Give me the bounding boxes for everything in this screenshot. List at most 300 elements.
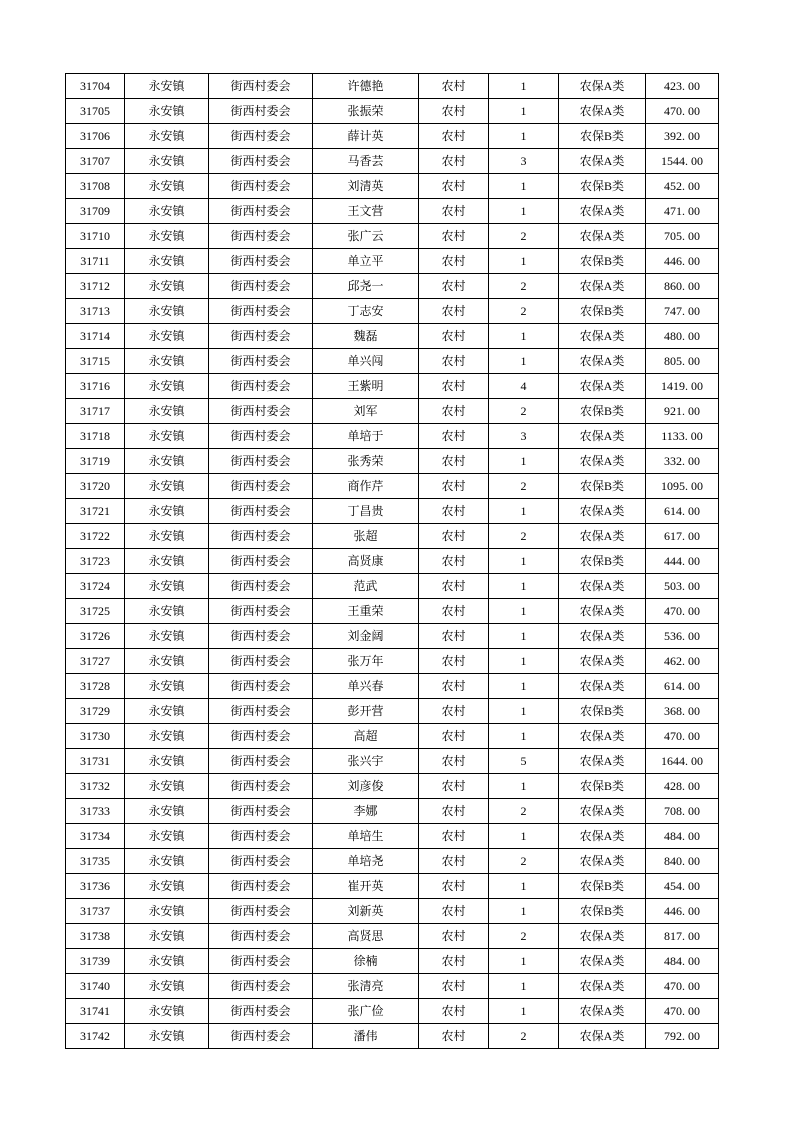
table-row <box>66 274 719 299</box>
table-row <box>66 199 719 224</box>
cell-village-committee: 街西村委会 <box>209 324 313 349</box>
cell-town: 永安镇 <box>125 999 209 1024</box>
cell-insurance-category: 农保B类 <box>559 699 646 724</box>
cell-residence-type: 农村 <box>419 549 489 574</box>
cell-village-committee: 街西村委会 <box>209 249 313 274</box>
cell-insurance-category: 农保A类 <box>559 424 646 449</box>
cell-residence-type: 农村 <box>419 749 489 774</box>
cell-town: 永安镇 <box>125 874 209 899</box>
table-row <box>66 399 719 424</box>
cell-insurance-category: 农保A类 <box>559 624 646 649</box>
cell-amount: 617. 00 <box>646 524 719 549</box>
cell-record-id: 31741 <box>66 999 125 1024</box>
table-row <box>66 824 719 849</box>
cell-record-id: 31720 <box>66 474 125 499</box>
cell-insurance-category: 农保A类 <box>559 924 646 949</box>
cell-person-name: 刘新英 <box>313 899 419 924</box>
cell-village-committee: 街西村委会 <box>209 399 313 424</box>
cell-person-count: 1 <box>489 449 559 474</box>
cell-insurance-category: 农保B类 <box>559 174 646 199</box>
cell-town: 永安镇 <box>125 824 209 849</box>
cell-insurance-category: 农保A类 <box>559 74 646 99</box>
cell-town: 永安镇 <box>125 649 209 674</box>
cell-insurance-category: 农保A类 <box>559 849 646 874</box>
cell-person-count: 1 <box>489 674 559 699</box>
cell-residence-type: 农村 <box>419 649 489 674</box>
table-row <box>66 124 719 149</box>
cell-town: 永安镇 <box>125 474 209 499</box>
cell-village-committee: 街西村委会 <box>209 424 313 449</box>
cell-amount: 423. 00 <box>646 74 719 99</box>
cell-record-id: 31709 <box>66 199 125 224</box>
cell-village-committee: 街西村委会 <box>209 99 313 124</box>
cell-village-committee: 街西村委会 <box>209 149 313 174</box>
cell-person-name: 刘清英 <box>313 174 419 199</box>
cell-insurance-category: 农保A类 <box>559 649 646 674</box>
cell-residence-type: 农村 <box>419 774 489 799</box>
cell-person-name: 张清亮 <box>313 974 419 999</box>
cell-record-id: 31735 <box>66 849 125 874</box>
cell-person-count: 1 <box>489 999 559 1024</box>
cell-village-committee: 街西村委会 <box>209 374 313 399</box>
cell-residence-type: 农村 <box>419 949 489 974</box>
cell-village-committee: 街西村委会 <box>209 274 313 299</box>
cell-amount: 446. 00 <box>646 899 719 924</box>
cell-amount: 817. 00 <box>646 924 719 949</box>
cell-person-name: 丁昌贵 <box>313 499 419 524</box>
cell-residence-type: 农村 <box>419 249 489 274</box>
cell-village-committee: 街西村委会 <box>209 749 313 774</box>
cell-town: 永安镇 <box>125 924 209 949</box>
cell-person-name: 单培于 <box>313 424 419 449</box>
cell-town: 永安镇 <box>125 724 209 749</box>
cell-village-committee: 街西村委会 <box>209 549 313 574</box>
cell-amount: 452. 00 <box>646 174 719 199</box>
cell-town: 永安镇 <box>125 749 209 774</box>
cell-insurance-category: 农保B类 <box>559 124 646 149</box>
cell-village-committee: 街西村委会 <box>209 799 313 824</box>
table-row <box>66 774 719 799</box>
cell-record-id: 31734 <box>66 824 125 849</box>
cell-residence-type: 农村 <box>419 324 489 349</box>
cell-amount: 921. 00 <box>646 399 719 424</box>
cell-record-id: 31727 <box>66 649 125 674</box>
cell-person-name: 高贤康 <box>313 549 419 574</box>
cell-record-id: 31726 <box>66 624 125 649</box>
cell-town: 永安镇 <box>125 899 209 924</box>
cell-insurance-category: 农保A类 <box>559 149 646 174</box>
cell-insurance-category: 农保B类 <box>559 249 646 274</box>
table-row <box>66 149 719 174</box>
cell-amount: 392. 00 <box>646 124 719 149</box>
cell-person-name: 马香芸 <box>313 149 419 174</box>
table-row <box>66 224 719 249</box>
cell-person-count: 2 <box>489 399 559 424</box>
cell-residence-type: 农村 <box>419 674 489 699</box>
cell-person-name: 张广俭 <box>313 999 419 1024</box>
cell-residence-type: 农村 <box>419 349 489 374</box>
cell-person-name: 丁志安 <box>313 299 419 324</box>
cell-insurance-category: 农保A类 <box>559 524 646 549</box>
cell-record-id: 31723 <box>66 549 125 574</box>
cell-record-id: 31721 <box>66 499 125 524</box>
cell-person-name: 王紫明 <box>313 374 419 399</box>
records-table <box>65 73 719 1049</box>
cell-town: 永安镇 <box>125 699 209 724</box>
table-row <box>66 899 719 924</box>
cell-person-name: 高超 <box>313 724 419 749</box>
table-row <box>66 174 719 199</box>
cell-insurance-category: 农保A类 <box>559 974 646 999</box>
cell-record-id: 31718 <box>66 424 125 449</box>
cell-record-id: 31730 <box>66 724 125 749</box>
cell-person-count: 2 <box>489 224 559 249</box>
cell-insurance-category: 农保A类 <box>559 674 646 699</box>
table-row <box>66 599 719 624</box>
cell-residence-type: 农村 <box>419 449 489 474</box>
cell-residence-type: 农村 <box>419 274 489 299</box>
cell-town: 永安镇 <box>125 199 209 224</box>
cell-village-committee: 街西村委会 <box>209 924 313 949</box>
cell-person-count: 1 <box>489 324 559 349</box>
table-row <box>66 974 719 999</box>
cell-town: 永安镇 <box>125 374 209 399</box>
cell-village-committee: 街西村委会 <box>209 824 313 849</box>
cell-residence-type: 农村 <box>419 974 489 999</box>
cell-town: 永安镇 <box>125 524 209 549</box>
cell-amount: 1544. 00 <box>646 149 719 174</box>
cell-village-committee: 街西村委会 <box>209 674 313 699</box>
cell-person-name: 商作芹 <box>313 474 419 499</box>
table-row <box>66 99 719 124</box>
cell-record-id: 31715 <box>66 349 125 374</box>
cell-village-committee: 街西村委会 <box>209 999 313 1024</box>
table-row <box>66 474 719 499</box>
cell-amount: 1095. 00 <box>646 474 719 499</box>
cell-town: 永安镇 <box>125 224 209 249</box>
cell-insurance-category: 农保A类 <box>559 574 646 599</box>
cell-village-committee: 街西村委会 <box>209 449 313 474</box>
table-row <box>66 74 719 99</box>
cell-record-id: 31714 <box>66 324 125 349</box>
cell-amount: 444. 00 <box>646 549 719 574</box>
cell-amount: 446. 00 <box>646 249 719 274</box>
cell-village-committee: 街西村委会 <box>209 849 313 874</box>
cell-person-name: 刘金阔 <box>313 624 419 649</box>
cell-person-name: 崔开英 <box>313 874 419 899</box>
cell-amount: 484. 00 <box>646 949 719 974</box>
cell-town: 永安镇 <box>125 274 209 299</box>
cell-person-count: 1 <box>489 249 559 274</box>
cell-amount: 462. 00 <box>646 649 719 674</box>
cell-record-id: 31705 <box>66 99 125 124</box>
table-row <box>66 874 719 899</box>
cell-person-count: 2 <box>489 474 559 499</box>
cell-village-committee: 街西村委会 <box>209 874 313 899</box>
cell-amount: 1419. 00 <box>646 374 719 399</box>
table-row <box>66 449 719 474</box>
cell-record-id: 31707 <box>66 149 125 174</box>
cell-person-count: 1 <box>489 699 559 724</box>
cell-person-count: 2 <box>489 799 559 824</box>
cell-person-count: 1 <box>489 574 559 599</box>
cell-record-id: 31738 <box>66 924 125 949</box>
cell-insurance-category: 农保A类 <box>559 599 646 624</box>
records-table-body <box>66 74 719 1049</box>
table-row <box>66 949 719 974</box>
cell-residence-type: 农村 <box>419 524 489 549</box>
cell-record-id: 31716 <box>66 374 125 399</box>
cell-town: 永安镇 <box>125 799 209 824</box>
cell-residence-type: 农村 <box>419 74 489 99</box>
cell-village-committee: 街西村委会 <box>209 624 313 649</box>
cell-amount: 470. 00 <box>646 999 719 1024</box>
cell-person-count: 1 <box>489 649 559 674</box>
table-row <box>66 249 719 274</box>
cell-person-name: 范武 <box>313 574 419 599</box>
cell-person-name: 王重荣 <box>313 599 419 624</box>
cell-village-committee: 街西村委会 <box>209 699 313 724</box>
cell-person-count: 1 <box>489 724 559 749</box>
cell-person-count: 2 <box>489 1024 559 1049</box>
cell-residence-type: 农村 <box>419 299 489 324</box>
cell-person-name: 刘彦俊 <box>313 774 419 799</box>
cell-insurance-category: 农保B类 <box>559 774 646 799</box>
cell-town: 永安镇 <box>125 424 209 449</box>
cell-town: 永安镇 <box>125 349 209 374</box>
cell-town: 永安镇 <box>125 299 209 324</box>
cell-person-count: 2 <box>489 524 559 549</box>
cell-insurance-category: 农保B类 <box>559 299 646 324</box>
cell-village-committee: 街西村委会 <box>209 474 313 499</box>
cell-person-name: 李娜 <box>313 799 419 824</box>
cell-amount: 805. 00 <box>646 349 719 374</box>
cell-insurance-category: 农保A类 <box>559 1024 646 1049</box>
cell-record-id: 31706 <box>66 124 125 149</box>
cell-amount: 747. 00 <box>646 299 719 324</box>
cell-person-name: 徐楠 <box>313 949 419 974</box>
cell-person-count: 1 <box>489 974 559 999</box>
table-row <box>66 674 719 699</box>
cell-residence-type: 农村 <box>419 599 489 624</box>
cell-amount: 368. 00 <box>646 699 719 724</box>
cell-insurance-category: 农保A类 <box>559 374 646 399</box>
cell-residence-type: 农村 <box>419 149 489 174</box>
cell-residence-type: 农村 <box>419 224 489 249</box>
cell-town: 永安镇 <box>125 849 209 874</box>
cell-village-committee: 街西村委会 <box>209 74 313 99</box>
cell-town: 永安镇 <box>125 499 209 524</box>
cell-town: 永安镇 <box>125 124 209 149</box>
cell-person-count: 1 <box>489 124 559 149</box>
cell-person-count: 1 <box>489 74 559 99</box>
cell-town: 永安镇 <box>125 674 209 699</box>
cell-person-name: 许德艳 <box>313 74 419 99</box>
cell-record-id: 31719 <box>66 449 125 474</box>
cell-residence-type: 农村 <box>419 924 489 949</box>
cell-person-name: 张万年 <box>313 649 419 674</box>
cell-insurance-category: 农保A类 <box>559 274 646 299</box>
cell-insurance-category: 农保A类 <box>559 224 646 249</box>
cell-village-committee: 街西村委会 <box>209 724 313 749</box>
cell-person-name: 张秀荣 <box>313 449 419 474</box>
cell-insurance-category: 农保A类 <box>559 824 646 849</box>
cell-record-id: 31711 <box>66 249 125 274</box>
cell-amount: 470. 00 <box>646 974 719 999</box>
cell-village-committee: 街西村委会 <box>209 574 313 599</box>
cell-insurance-category: 农保A类 <box>559 324 646 349</box>
cell-village-committee: 街西村委会 <box>209 174 313 199</box>
cell-village-committee: 街西村委会 <box>209 349 313 374</box>
cell-amount: 792. 00 <box>646 1024 719 1049</box>
cell-person-count: 1 <box>489 874 559 899</box>
cell-residence-type: 农村 <box>419 174 489 199</box>
cell-insurance-category: 农保B类 <box>559 474 646 499</box>
table-row <box>66 374 719 399</box>
cell-amount: 470. 00 <box>646 599 719 624</box>
table-row <box>66 849 719 874</box>
cell-person-name: 单培生 <box>313 824 419 849</box>
cell-residence-type: 农村 <box>419 474 489 499</box>
cell-residence-type: 农村 <box>419 999 489 1024</box>
cell-insurance-category: 农保A类 <box>559 449 646 474</box>
cell-town: 永安镇 <box>125 249 209 274</box>
cell-amount: 428. 00 <box>646 774 719 799</box>
cell-amount: 536. 00 <box>646 624 719 649</box>
table-row <box>66 424 719 449</box>
table-row <box>66 324 719 349</box>
cell-person-count: 4 <box>489 374 559 399</box>
cell-town: 永安镇 <box>125 1024 209 1049</box>
cell-record-id: 31724 <box>66 574 125 599</box>
cell-town: 永安镇 <box>125 974 209 999</box>
table-row <box>66 749 719 774</box>
table-row <box>66 499 719 524</box>
cell-person-count: 5 <box>489 749 559 774</box>
cell-person-name: 潘伟 <box>313 1024 419 1049</box>
cell-amount: 470. 00 <box>646 724 719 749</box>
table-row <box>66 299 719 324</box>
cell-person-count: 3 <box>489 149 559 174</box>
cell-insurance-category: 农保A类 <box>559 499 646 524</box>
cell-insurance-category: 农保A类 <box>559 99 646 124</box>
cell-village-committee: 街西村委会 <box>209 974 313 999</box>
cell-insurance-category: 农保A类 <box>559 199 646 224</box>
table-row <box>66 649 719 674</box>
cell-residence-type: 农村 <box>419 699 489 724</box>
cell-person-count: 1 <box>489 599 559 624</box>
cell-person-name: 张兴宇 <box>313 749 419 774</box>
table-row <box>66 524 719 549</box>
cell-record-id: 31737 <box>66 899 125 924</box>
cell-person-count: 1 <box>489 174 559 199</box>
table-row <box>66 699 719 724</box>
cell-residence-type: 农村 <box>419 124 489 149</box>
table-row <box>66 574 719 599</box>
cell-insurance-category: 农保B类 <box>559 549 646 574</box>
cell-residence-type: 农村 <box>419 574 489 599</box>
table-row <box>66 624 719 649</box>
cell-person-count: 1 <box>489 624 559 649</box>
table-row <box>66 549 719 574</box>
cell-insurance-category: 农保B类 <box>559 399 646 424</box>
cell-record-id: 31736 <box>66 874 125 899</box>
cell-town: 永安镇 <box>125 149 209 174</box>
cell-town: 永安镇 <box>125 399 209 424</box>
cell-person-name: 单兴闯 <box>313 349 419 374</box>
cell-insurance-category: 农保B类 <box>559 899 646 924</box>
cell-record-id: 31713 <box>66 299 125 324</box>
cell-record-id: 31739 <box>66 949 125 974</box>
cell-person-name: 魏磊 <box>313 324 419 349</box>
cell-amount: 503. 00 <box>646 574 719 599</box>
cell-person-name: 张广云 <box>313 224 419 249</box>
cell-person-count: 2 <box>489 849 559 874</box>
cell-person-name: 单培尧 <box>313 849 419 874</box>
cell-insurance-category: 农保A类 <box>559 949 646 974</box>
cell-person-name: 彭开营 <box>313 699 419 724</box>
cell-record-id: 31733 <box>66 799 125 824</box>
cell-town: 永安镇 <box>125 949 209 974</box>
cell-record-id: 31712 <box>66 274 125 299</box>
cell-person-count: 1 <box>489 949 559 974</box>
cell-person-count: 1 <box>489 549 559 574</box>
cell-person-name: 张超 <box>313 524 419 549</box>
cell-residence-type: 农村 <box>419 99 489 124</box>
cell-person-count: 1 <box>489 199 559 224</box>
cell-record-id: 31728 <box>66 674 125 699</box>
cell-town: 永安镇 <box>125 549 209 574</box>
cell-amount: 1133. 00 <box>646 424 719 449</box>
table-row <box>66 999 719 1024</box>
cell-village-committee: 街西村委会 <box>209 299 313 324</box>
cell-residence-type: 农村 <box>419 1024 489 1049</box>
cell-amount: 614. 00 <box>646 674 719 699</box>
cell-village-committee: 街西村委会 <box>209 949 313 974</box>
cell-town: 永安镇 <box>125 574 209 599</box>
cell-insurance-category: 农保A类 <box>559 799 646 824</box>
cell-town: 永安镇 <box>125 449 209 474</box>
cell-person-name: 单立平 <box>313 249 419 274</box>
cell-residence-type: 农村 <box>419 824 489 849</box>
table-row <box>66 349 719 374</box>
cell-amount: 705. 00 <box>646 224 719 249</box>
cell-record-id: 31704 <box>66 74 125 99</box>
cell-record-id: 31731 <box>66 749 125 774</box>
cell-amount: 471. 00 <box>646 199 719 224</box>
cell-record-id: 31725 <box>66 599 125 624</box>
cell-residence-type: 农村 <box>419 724 489 749</box>
cell-insurance-category: 农保A类 <box>559 749 646 774</box>
cell-town: 永安镇 <box>125 624 209 649</box>
cell-record-id: 31717 <box>66 399 125 424</box>
cell-residence-type: 农村 <box>419 899 489 924</box>
cell-insurance-category: 农保A类 <box>559 724 646 749</box>
table-row <box>66 799 719 824</box>
cell-residence-type: 农村 <box>419 624 489 649</box>
cell-residence-type: 农村 <box>419 399 489 424</box>
cell-village-committee: 街西村委会 <box>209 899 313 924</box>
cell-amount: 708. 00 <box>646 799 719 824</box>
cell-town: 永安镇 <box>125 774 209 799</box>
cell-amount: 840. 00 <box>646 849 719 874</box>
cell-insurance-category: 农保B类 <box>559 874 646 899</box>
cell-residence-type: 农村 <box>419 374 489 399</box>
cell-insurance-category: 农保A类 <box>559 999 646 1024</box>
table-row <box>66 924 719 949</box>
cell-town: 永安镇 <box>125 599 209 624</box>
cell-residence-type: 农村 <box>419 849 489 874</box>
